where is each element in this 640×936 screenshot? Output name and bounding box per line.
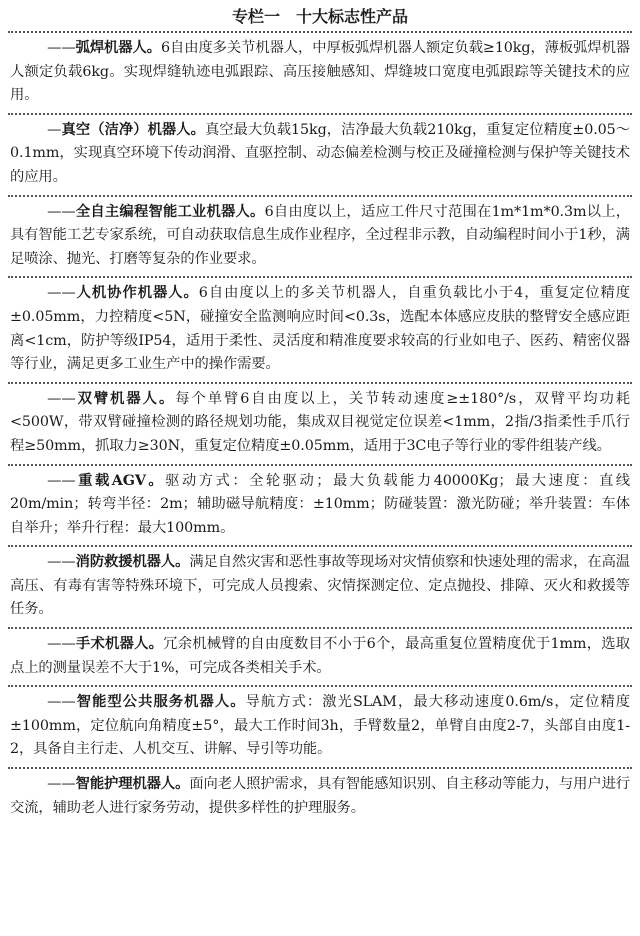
product-item-autonomous-programming-robot <box>8 197 632 279</box>
product-description: 真空最大负载15kg，洁净最大负载210kg，重复定位精度±0.05～0.1mm，实现真空环境下传动润滑、直驱控制、动态偏差检测与校正及碰撞检测与保护等关键技术的应用。 <box>10 121 631 185</box>
product-name: 弧焊机器人。 <box>75 40 161 56</box>
product-item-fire-rescue-robot <box>8 547 632 629</box>
em-dash: —— <box>47 203 76 220</box>
product-name: 智能型公共服务机器人。 <box>75 694 246 711</box>
em-dash: —— <box>47 285 76 302</box>
product-name: 智能护理机器人。 <box>75 776 190 793</box>
product-description: 6自由度以上，适应工件尺寸范围在1m*1m*0.3m以上，具有智能工艺专家系统，可自动获取信息生成作业程序，全过程非示教，自动编程时间小于1秒，满足喷涂、抛光、打磨等复杂的作业要求。 <box>10 203 630 267</box>
product-name: 真空（洁净）机器人。 <box>61 121 205 138</box>
column-title <box>8 7 632 33</box>
em-dash: —— <box>47 694 76 711</box>
product-item-surgical-robot <box>8 629 632 687</box>
em-dash: —— <box>47 40 76 56</box>
column-title-main: 十大标志性产品 <box>296 7 409 26</box>
em-dash: —— <box>47 554 76 571</box>
product-item-vacuum-robot <box>8 115 632 197</box>
product-item-arc-welding-robot <box>8 33 632 115</box>
product-description: 每个单臂6自由度以上，关节转动速度≥±180°/s，双臂平均功耗<500W，带双臂碰撞检测的路径规划功能，集成双目视觉定位误差<1mm，2指/3指柔性手爪行程≥50mm，抓取力≥30N，重复定位精度±0.05mm，适用于3C电子等行业的零件组装产线。 <box>10 390 630 454</box>
product-item-heavy-agv <box>8 466 632 548</box>
product-item-dual-arm-robot <box>8 384 632 466</box>
product-name: 人机协作机器人。 <box>75 285 199 302</box>
product-item-nursing-robot <box>8 769 632 825</box>
em-dash: —— <box>47 472 76 489</box>
product-item-collaborative-robot <box>8 278 632 383</box>
product-item-public-service-robot <box>8 687 632 769</box>
product-name: 重载AGV。 <box>75 472 166 489</box>
em-dash: —— <box>47 776 76 793</box>
product-description: 导航方式：激光SLAM，最大移动速度0.6m/s，定位精度±100mm，定位航向角精度±5°，最大工作时间3h，手臂数量2，单臂自由度2-7，头部自由度1-2，具备自主行走、人机交互、讲解、导引等功能。 <box>10 694 630 758</box>
product-description: 面向老人照护需求，具有智能感知识别、自主移动等能力，与用户进行交流，辅助老人进行家务劳动，提供多样性的护理服务。 <box>10 776 630 816</box>
product-description: 冗余机械臂的自由度数目不小于6个，最高重复位置精度优于1mm，选取点上的测量误差不大于1%，可完成各类相关手术。 <box>10 636 630 676</box>
product-name: 手术机器人。 <box>75 636 164 653</box>
product-name: 双臂机器人。 <box>75 390 176 407</box>
em-dash: —— <box>47 390 76 407</box>
product-name: 全自主编程智能工业机器人。 <box>75 203 265 220</box>
em-dash: —— <box>47 636 76 653</box>
product-description: 满足自然灾害和恶性事故等现场对灾情侦察和快速处理的需求，在高温高压、有毒有害等特殊环境下，可完成人员搜索、灾情探测定位、定点抛投、排障、灭火和救援等任务。 <box>10 554 630 618</box>
em-dash: — <box>47 121 62 138</box>
column-title-prefix: 专栏一 <box>231 7 280 26</box>
product-name: 消防救援机器人。 <box>75 554 190 571</box>
product-description: 6自由度以上的多关节机器人，自重负载比小于4，重复定位精度±0.05mm，力控精度<5N，碰撞安全监测响应时间<0.3s，选配本体感应皮肤的整臂安全感应距离<1cm，防护等级IP54，适用于柔性、灵活度和精准度要求较高的行业如电子、医药、精密仪器等行业，满足更多工业生产中的操作需要。 <box>10 285 631 373</box>
product-description: 6自由度多关节机器人，中厚板弧焊机器人额定负载≥10kg，薄板弧焊机器人额定负载6kg。实现焊缝轨迹电弧跟踪、高压接触感知、焊缝坡口宽度电弧跟踪等关键技术的应用。 <box>10 40 630 104</box>
product-description: 驱动方式：全轮驱动；最大负载能力40000Kg；最大速度：直线20m/min；转弯半径：2m；辅助磁导航精度：±10mm；防碰装置：激光防碰；举升装置：车体自举升；举升行程：最大100mm。 <box>10 472 631 536</box>
